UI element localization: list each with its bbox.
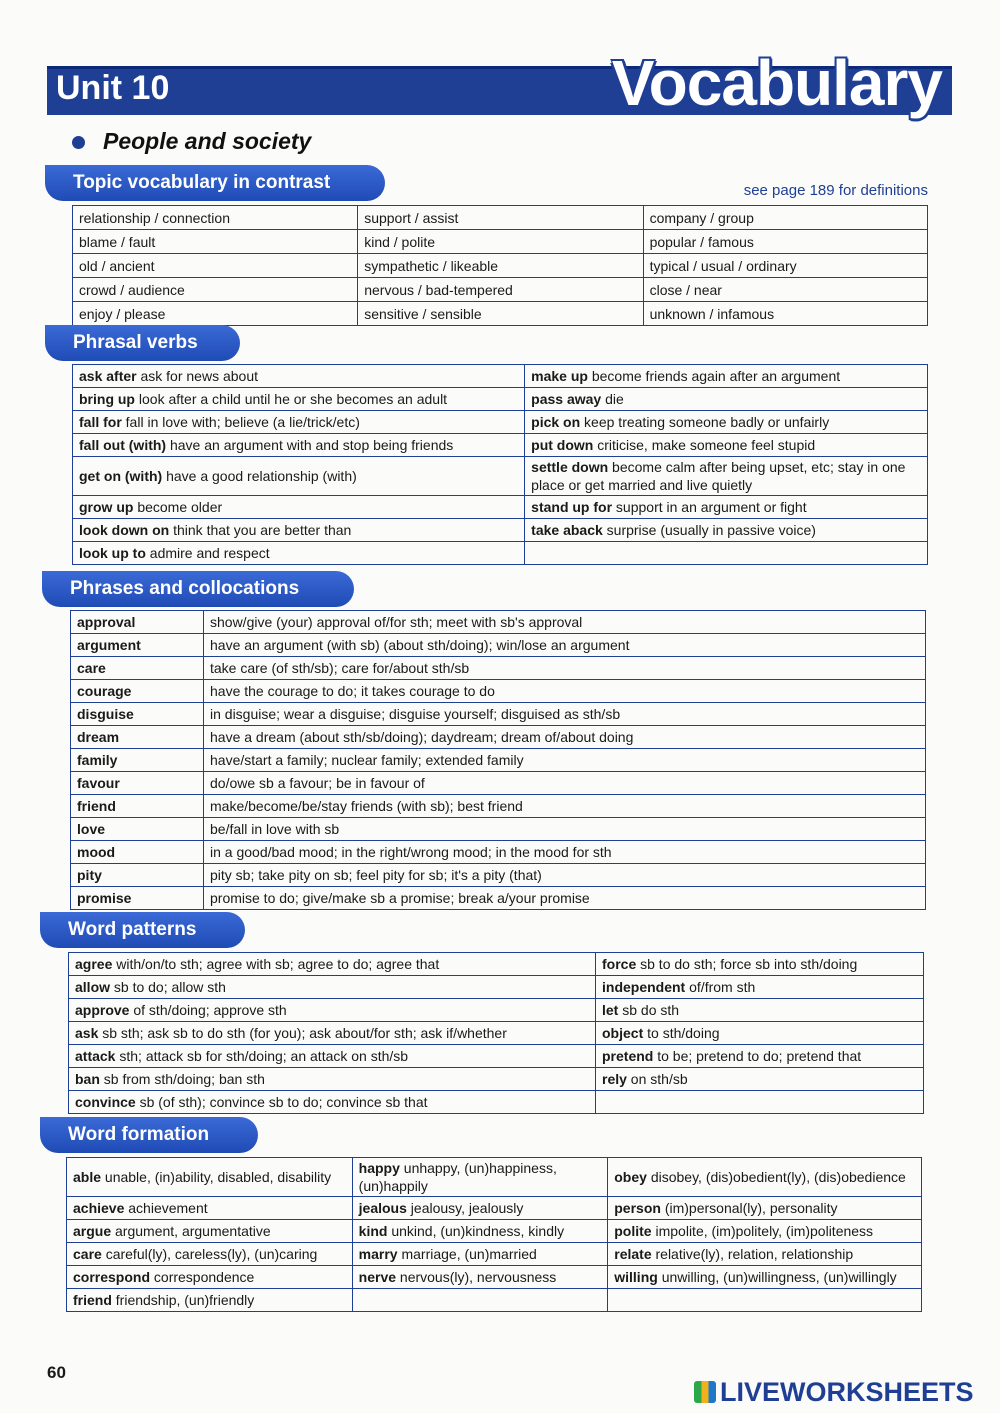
formation-heading: Word formation [40,1117,258,1153]
collocation-definition: do/owe sb a favour; be in favour of [204,772,926,795]
collocation-word: dream [71,726,204,749]
table-row [67,1220,922,1243]
definition: have an argument with and stop being friends [166,437,454,453]
phrasal-cell [73,542,525,565]
phrasal-cell [525,365,928,388]
pattern-cell [69,976,596,999]
table-row [73,365,928,388]
definition: relative(ly), relation, relationship [651,1246,854,1262]
definition: (im)personal(ly), personality [660,1200,838,1216]
pattern-cell [69,999,596,1022]
table-row [71,772,926,795]
definition: to be; pretend to do; pretend that [653,1048,862,1064]
definition: with/on/to sth; agree with sb; agree to do; agree that [112,956,440,972]
section-subtitle [72,128,311,155]
definition: friendship, (un)friendly [111,1292,255,1308]
formation-cell [608,1158,922,1197]
phrasal-cell [525,457,928,496]
table-row [71,611,926,634]
topic-cell: typical / usual / ordinary [643,254,927,278]
pattern-cell [596,1091,924,1114]
table-row [71,726,926,749]
topic-cell: enjoy / please [73,302,358,326]
collocation-definition: in disguise; wear a disguise; disguise yourself; disguised as sth/sb [204,703,926,726]
headword: look up to [79,545,146,561]
headword: convince [75,1094,136,1110]
headword: grow up [79,499,134,515]
phrases-table [70,610,926,910]
pattern-cell [596,1045,924,1068]
definition: of sth/doing; approve sth [129,1002,287,1018]
definition: argument, argumentative [111,1223,271,1239]
pattern-cell [69,1068,596,1091]
formation-cell [67,1220,353,1243]
topic-cell: nervous / bad-tempered [358,278,643,302]
formation-cell [352,1289,608,1312]
pattern-cell [596,1068,924,1091]
phrases-heading: Phrases and collocations [42,571,354,607]
definition: become older [133,499,223,515]
table-row [71,864,926,887]
headword: take aback [531,522,603,538]
pattern-cell [69,1045,596,1068]
table-row [73,496,928,519]
watermark-logo [694,1377,974,1408]
unit-title: Unit 10 [56,69,170,107]
headword: make up [531,368,588,384]
headword: settle down [531,459,609,475]
headword: person [614,1200,661,1216]
collocation-definition: have/start a family; nuclear family; extended family [204,749,926,772]
phrasal-heading: Phrasal verbs [45,325,240,361]
formation-cell [608,1266,922,1289]
table-row [71,887,926,910]
definition: marriage, (un)married [397,1246,537,1262]
table-row [67,1197,922,1220]
topic-cell: support / assist [358,206,643,230]
collocation-word: favour [71,772,204,795]
logo-icon [694,1381,716,1403]
headword: stand up for [531,499,613,515]
formation-cell [67,1197,353,1220]
definition: correspondence [150,1269,255,1285]
headword: fall out (with) [79,437,167,453]
definition: impolite, (im)politely, (im)politeness [651,1223,874,1239]
table-row [69,976,924,999]
table-row [69,1068,924,1091]
definition: unhappy, (un)happiness, (un)happily [358,1160,557,1194]
headword: agree [75,956,113,972]
headword: nerve [358,1269,397,1285]
headword: marry [358,1246,398,1262]
phrasal-cell [525,519,928,542]
formation-cell [67,1289,353,1312]
table-row [71,680,926,703]
definition: unable, (in)ability, disabled, disability [101,1169,332,1185]
collocation-definition: show/give (your) approval of/for sth; meet with sb's approval [204,611,926,634]
headword: polite [614,1223,652,1239]
collocation-definition: have a dream (about sth/sb/doing); daydream; dream of/about doing [204,726,926,749]
table-row [71,818,926,841]
phrasal-cell [73,411,525,434]
definition: sb sth; ask sb to do sth (for you); ask about/for sth; ask if/whether [98,1025,507,1041]
table-row [73,542,928,565]
formation-cell [352,1197,608,1220]
definition: careful(ly), careless(ly), (un)caring [101,1246,318,1262]
definition: fall in love with; believe (a lie/trick/etc) [121,414,360,430]
headword: object [602,1025,644,1041]
topic-cell: sympathetic / likeable [358,254,643,278]
phrasal-cell [525,496,928,519]
table-row [67,1158,922,1197]
headword: argue [73,1223,112,1239]
pattern-cell [596,953,924,976]
headword: pretend [602,1048,654,1064]
topic-cell: old / ancient [73,254,358,278]
definition: sth; attack sb for sth/doing; an attack on sth/sb [115,1048,409,1064]
collocation-word: disguise [71,703,204,726]
table-row [73,411,928,434]
headword: ask after [79,368,137,384]
collocation-word: promise [71,887,204,910]
definition: sb (of sth); convince sb to do; convince sb that [135,1094,428,1110]
patterns-heading: Word patterns [40,912,245,948]
formation-cell [67,1158,353,1197]
table-row [73,278,928,302]
table-row [69,1045,924,1068]
collocation-word: pity [71,864,204,887]
pattern-cell [596,999,924,1022]
collocation-word: courage [71,680,204,703]
table-row [71,795,926,818]
patterns-table [68,952,924,1114]
pattern-cell [596,976,924,999]
definition: on sth/sb [626,1071,688,1087]
topic-heading: Topic vocabulary in contrast [45,165,385,201]
topic-cell: relationship / connection [73,206,358,230]
headword: willing [614,1269,658,1285]
formation-cell [67,1266,353,1289]
definition: achievement [124,1200,208,1216]
definition: keep treating someone badly or unfairly [580,414,830,430]
definition: sb do sth [618,1002,680,1018]
table-row [73,254,928,278]
topic-cell: company / group [643,206,927,230]
definition: surprise (usually in passive voice) [602,522,816,538]
formation-cell [67,1243,353,1266]
collocation-word: love [71,818,204,841]
definition: sb to do; allow sth [110,979,226,995]
phrasal-cell [73,434,525,457]
table-row [67,1243,922,1266]
collocation-definition: pity sb; take pity on sb; feel pity for sb; it's a pity (that) [204,864,926,887]
collocation-definition: make/become/be/stay friends (with sb); best friend [204,795,926,818]
headword: force [602,956,637,972]
table-row [67,1289,922,1312]
topic-cell: sensitive / sensible [358,302,643,326]
table-row [69,1091,924,1114]
phrasal-table [72,364,928,565]
phrasal-cell [73,365,525,388]
definition: jealousy, jealously [406,1200,524,1216]
definition: admire and respect [145,545,270,561]
watermark-text: LIVEWORKSHEETS [720,1377,974,1407]
phrasal-cell [73,496,525,519]
headword: care [73,1246,102,1262]
table-row [73,457,928,496]
formation-cell [352,1220,608,1243]
headword: allow [75,979,111,995]
collocation-word: argument [71,634,204,657]
phrasal-cell [73,388,525,411]
headword: rely [602,1071,627,1087]
collocation-word: mood [71,841,204,864]
formation-cell [608,1220,922,1243]
headword: fall for [79,414,122,430]
topic-cell: crowd / audience [73,278,358,302]
definition: to sth/doing [643,1025,720,1041]
topic-cell: close / near [643,278,927,302]
headword: independent [602,979,686,995]
definition: unwilling, (un)willingness, (un)willingly [657,1269,897,1285]
collocation-word: care [71,657,204,680]
formation-cell [608,1197,922,1220]
topic-cell: popular / famous [643,230,927,254]
definition: become friends again after an argument [587,368,841,384]
table-row [69,1022,924,1045]
pattern-cell [69,1091,596,1114]
collocation-word: friend [71,795,204,818]
table-row [73,302,928,326]
headword: look down on [79,522,170,538]
headword: happy [358,1160,400,1176]
collocation-definition: take care (of sth/sb); care for/about sth/sb [204,657,926,680]
topic-cell: blame / fault [73,230,358,254]
headword: correspond [73,1269,151,1285]
bullet-icon [72,136,85,149]
headword: achieve [73,1200,125,1216]
phrasal-cell [73,457,525,496]
formation-cell [352,1266,608,1289]
definition: look after a child until he or she becomes an adult [135,391,448,407]
headword: friend [73,1292,112,1308]
headword: attack [75,1048,116,1064]
headword: pick on [531,414,581,430]
definition: criticise, make someone feel stupid [593,437,816,453]
headword: ban [75,1071,100,1087]
headword: get on (with) [79,468,163,484]
collocation-word: family [71,749,204,772]
phrasal-cell [525,411,928,434]
headword: let [602,1002,619,1018]
collocation-definition: in a good/bad mood; in the right/wrong mood; in the mood for sth [204,841,926,864]
definition: have a good relationship (with) [162,468,357,484]
table-row [71,841,926,864]
table-row [73,206,928,230]
page-title: Vocabulary [611,47,942,119]
headword: bring up [79,391,135,407]
pattern-cell [596,1022,924,1045]
definition: sb to do sth; force sb into sth/doing [636,956,858,972]
formation-cell [608,1243,922,1266]
topic-table [72,205,928,326]
table-row [73,434,928,457]
headword: pass away [531,391,602,407]
definition: nervous(ly), nervousness [396,1269,557,1285]
pattern-cell [69,1022,596,1045]
phrasal-cell [525,434,928,457]
phrasal-cell [525,542,928,565]
headword: relate [614,1246,652,1262]
subtitle-text: People and society [103,128,312,154]
headword: put down [531,437,594,453]
table-row [71,749,926,772]
table-row [69,953,924,976]
definition: die [601,391,624,407]
table-row [73,519,928,542]
table-row [73,230,928,254]
page-number: 60 [47,1363,66,1382]
collocation-definition: have an argument (with sb) (about sth/doing); win/lose an argument [204,634,926,657]
definition: become calm after being upset, etc; stay in one place or get married and live quietly [531,459,906,493]
headword: kind [358,1223,388,1239]
definition: support in an argument or fight [612,499,807,515]
headword: approve [75,1002,130,1018]
phrasal-cell [525,388,928,411]
formation-cell [608,1289,922,1312]
table-row [71,657,926,680]
definition: ask for news about [136,368,258,384]
headword: ask [75,1025,99,1041]
table-row [73,388,928,411]
headword: able [73,1169,102,1185]
pattern-cell [69,953,596,976]
definitions-note: see page 189 for definitions [743,182,928,199]
topic-cell: kind / polite [358,230,643,254]
collocation-definition: be/fall in love with sb [204,818,926,841]
formation-cell [352,1158,608,1197]
headword: jealous [358,1200,407,1216]
definition: of/from sth [685,979,756,995]
definition: unkind, (un)kindness, kindly [387,1223,565,1239]
table-row [67,1266,922,1289]
phrasal-cell [73,519,525,542]
collocation-word: approval [71,611,204,634]
formation-cell [352,1243,608,1266]
collocation-definition: promise to do; give/make sb a promise; break a/your promise [204,887,926,910]
topic-cell: unknown / infamous [643,302,927,326]
table-row [69,999,924,1022]
definition: disobey, (dis)obedient(ly), (dis)obedience [646,1169,906,1185]
table-row [71,634,926,657]
definition: think that you are better than [169,522,352,538]
formation-table [66,1157,922,1312]
collocation-definition: have the courage to do; it takes courage to do [204,680,926,703]
table-row [71,703,926,726]
headword: obey [614,1169,647,1185]
definition: sb from sth/doing; ban sth [99,1071,265,1087]
